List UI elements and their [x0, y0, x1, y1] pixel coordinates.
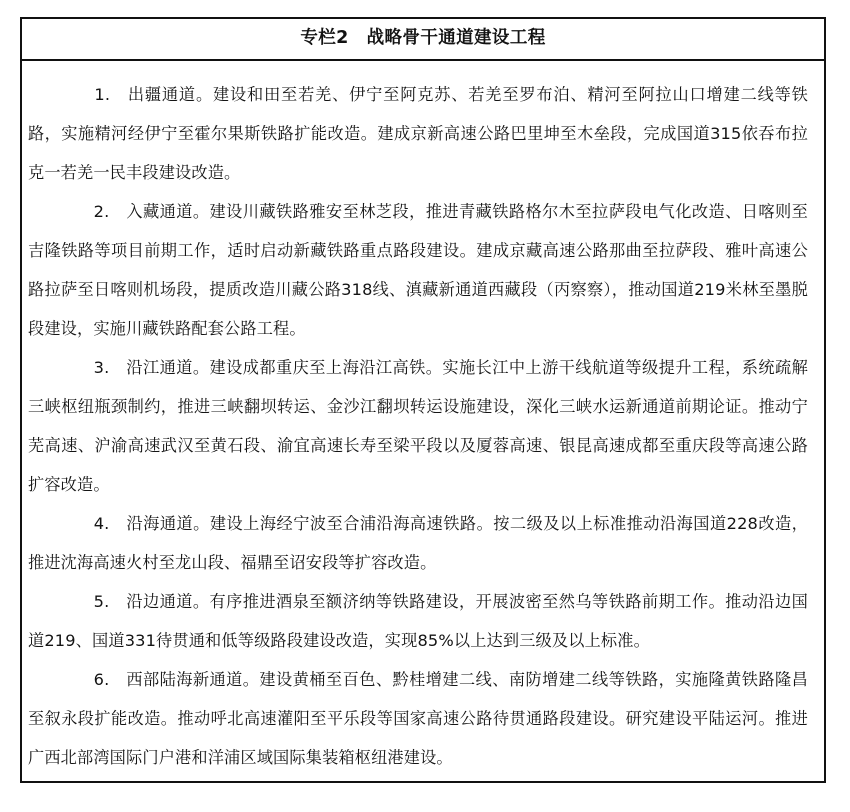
callout-box — [20, 17, 826, 783]
callout-title-bar — [22, 19, 824, 61]
paragraph-item-5: 5. 沿边通道。有序推进酒泉至额济纳等铁路建设，开展波密至然乌等铁路前期工作。推动沿边国道219、国道331待贯通和低等级路段建设改造，实现85%以上达到三级及以上标准。 — [28, 592, 808, 650]
paragraph-item-6: 6. 西部陆海新通道。建设黄桶至百色、黔桂增建二线、南防增建二线等铁路，实施隆黄铁路隆昌至叙永段扩能改造。推动呼北高速灌阳至平乐段等国家高速公路待贯通路段建设。研究建设平陆运河。推进广西北部湾国际门户港和洋浦区域国际集装箱枢纽港建设。 — [28, 670, 808, 767]
paragraph-item-3: 3. 沿江通道。建设成都重庆至上海沿江高铁。实施长江中上游干线航道等级提升工程，系统疏解三峡枢纽瓶颈制约，推进三峡翻坝转运、金沙江翻坝转运设施建设，深化三峡水运新通道前期论证。推动宁芜高速、沪渝高速武汉至黄石段、渝宜高速长寿至梁平段以及厦蓉高速、银昆高速成都至重庆段等高速公路扩容改造。 — [28, 358, 808, 494]
paragraph-item-4: 4. 沿海通道。建设上海经宁波至合浦沿海高速铁路。按二级及以上标准推动沿海国道228改造，推进沈海高速火村至龙山段、福鼎至诏安段等扩容改造。 — [28, 514, 808, 572]
callout-body — [22, 61, 824, 781]
callout-title: 专栏2 战略骨干通道建设工程 — [300, 28, 546, 49]
paragraph-item-1: 1. 出疆通道。建设和田至若羌、伊宁至阿克苏、若羌至罗布泊、精河至阿拉山口增建二线等铁路，实施精河经伊宁至霍尔果斯铁路扩能改造。建成京新高速公路巴里坤至木垒段，完成国道315依吞布拉克一若羌一民丰段建设改造。 — [28, 85, 808, 182]
paragraph-item-2: 2. 入藏通道。建设川藏铁路雅安至林芝段，推进青藏铁路格尔木至拉萨段电气化改造、日喀则至吉隆铁路等项目前期工作，适时启动新藏铁路重点路段建设。建成京藏高速公路那曲至拉萨段、雅叶高速公路拉萨至日喀则机场段，提质改造川藏公路318线、滇藏新通道西藏段（丙察察），推动国道219米林至墨脱段建设，实施川藏铁路配套公路工程。 — [28, 202, 808, 338]
